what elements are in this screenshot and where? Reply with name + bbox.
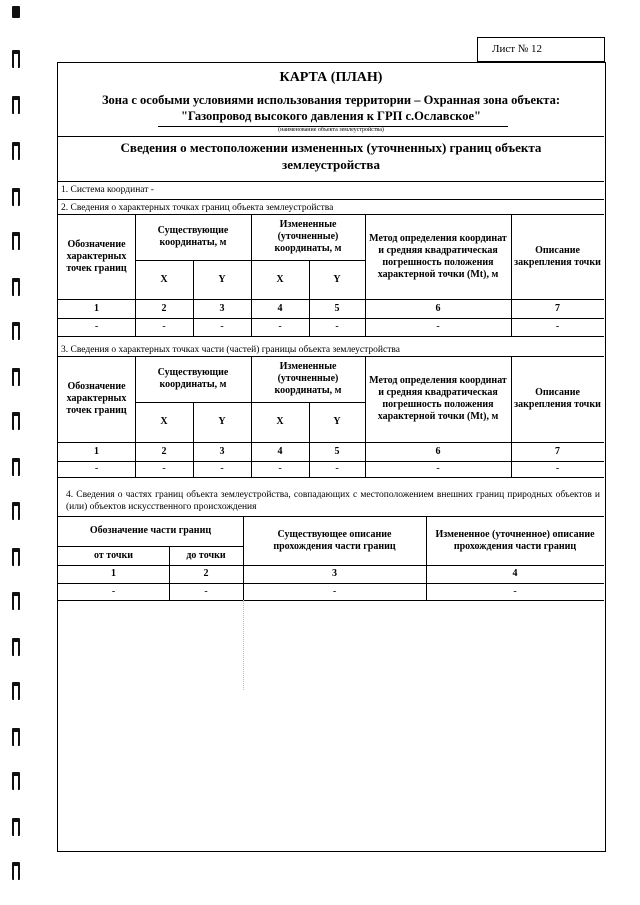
table-cell: - [335, 321, 339, 332]
table-cell: - [94, 463, 99, 474]
table-cell: - [555, 463, 560, 474]
column-number: 7 [555, 445, 560, 457]
header-y: Y [333, 273, 341, 285]
header-method: Метод определения координат и средняя квадратическая погрешность положения характерной точки (Mt), м [369, 375, 507, 422]
header-x: X [276, 416, 284, 427]
header-x: X [276, 273, 284, 285]
header-changed-coords: Измененные (уточненные) координаты, м [274, 361, 342, 396]
binding-edge [0, 0, 40, 905]
sheet-number: Лист № 12 [477, 37, 605, 62]
header-changed-coords: Измененные (уточненные) координаты, м [274, 219, 342, 254]
header-x: X [160, 416, 168, 427]
table-cell: - [555, 321, 560, 332]
object-name: "Газопровод высокого давления к ГРП с.Ославское" [181, 109, 481, 123]
column-number: 5 [334, 302, 340, 314]
column-number: 2 [203, 568, 209, 579]
binding-mark [12, 412, 20, 430]
header-to-point: до точки [186, 549, 226, 561]
object-caption: (наименование объекта землеустройства) [278, 127, 384, 133]
table-cell: - [278, 321, 282, 332]
table-cell: - [278, 463, 282, 474]
binding-mark [12, 188, 20, 206]
binding-mark [12, 592, 20, 610]
binding-mark [12, 548, 20, 566]
scan-artifact-line [243, 600, 244, 690]
section-4-title: 4. Сведения о частях границ объекта землеустройства, совпадающих с местоположением внешних границ природных объектов и (или) объектов искусственного происхождения [66, 490, 600, 512]
header-method: Метод определения координат и средняя квадратическая погрешность положения характерной точки (Mt), м [369, 232, 507, 280]
section-3-title: 3. Сведения о характерных точках части (частей) границы объекта землеустройства [61, 345, 400, 355]
header-designation: Обозначение характерных точек границ [66, 381, 127, 416]
table-cell: - [111, 585, 116, 597]
table-cell: - [335, 463, 339, 474]
document-frame [57, 62, 606, 852]
table-cell: - [162, 463, 166, 474]
binding-mark [12, 772, 20, 790]
column-number: 3 [332, 568, 337, 579]
binding-mark [12, 6, 20, 18]
table-cell: - [513, 585, 517, 597]
binding-mark [12, 502, 20, 520]
table-cell: - [436, 321, 440, 332]
binding-mark [12, 638, 20, 656]
column-number: 4 [277, 302, 283, 314]
column-number: 3 [219, 302, 225, 314]
header-y: Y [333, 416, 341, 427]
header-existing-description: Существующее описание прохождения части границ [273, 528, 396, 552]
binding-mark [12, 232, 20, 250]
header-description: Описание закрепления точки [514, 244, 601, 268]
binding-mark [12, 728, 20, 746]
header-changed-description: Измененное (уточненное) описание прохождения части границ [435, 528, 595, 552]
column-number: 2 [161, 445, 167, 457]
table-cell: - [220, 321, 224, 332]
header-designation: Обозначение характерных точек границ [66, 238, 127, 274]
binding-mark [12, 862, 20, 880]
column-number: 1 [94, 302, 99, 314]
column-number: 2 [161, 302, 167, 314]
column-number: 4 [277, 445, 283, 457]
column-number: 5 [334, 445, 340, 457]
document-title: КАРТА (ПЛАН) [279, 70, 383, 85]
header-description: Описание закрепления точки [514, 387, 601, 410]
binding-mark [12, 278, 20, 296]
binding-mark [12, 368, 20, 386]
coordinate-system: 1. Система координат - [61, 185, 154, 195]
header-part: Обозначение части границ [89, 525, 212, 536]
table-cell: - [204, 585, 208, 597]
section-2-title: 2. Сведения о характерных точках границ объекта землеустройства [61, 203, 334, 213]
column-number: 3 [219, 445, 225, 457]
header-from-point: от точки [94, 549, 133, 561]
header-x: X [160, 273, 168, 285]
header-y: Y [218, 273, 226, 285]
column-number: 4 [512, 568, 518, 579]
column-number: 6 [435, 302, 441, 314]
header-existing-coords: Существующие координаты, м [157, 367, 229, 390]
binding-mark [12, 96, 20, 114]
binding-mark [12, 818, 20, 836]
column-number: 6 [435, 445, 441, 457]
table-cell: - [94, 321, 99, 332]
zone-title: Зона с особыми условиями использования территории – Охранная зона объекта: [101, 93, 561, 107]
table-cell: - [332, 585, 337, 597]
binding-mark [12, 322, 20, 340]
column-number: 1 [94, 445, 99, 457]
binding-mark [12, 458, 20, 476]
table-cell: - [436, 463, 440, 474]
table-cell: - [220, 463, 224, 474]
column-number: 1 [111, 568, 116, 579]
binding-mark [12, 142, 20, 160]
binding-mark [12, 682, 20, 700]
binding-mark [12, 50, 20, 68]
column-number: 7 [555, 302, 560, 314]
section-heading: Сведения о местоположении измененных (уточненных) границ объекта землеустройства [120, 140, 542, 172]
header-y: Y [218, 416, 226, 427]
header-existing-coords: Существующие координаты, м [157, 225, 229, 248]
table-cell: - [162, 321, 166, 332]
